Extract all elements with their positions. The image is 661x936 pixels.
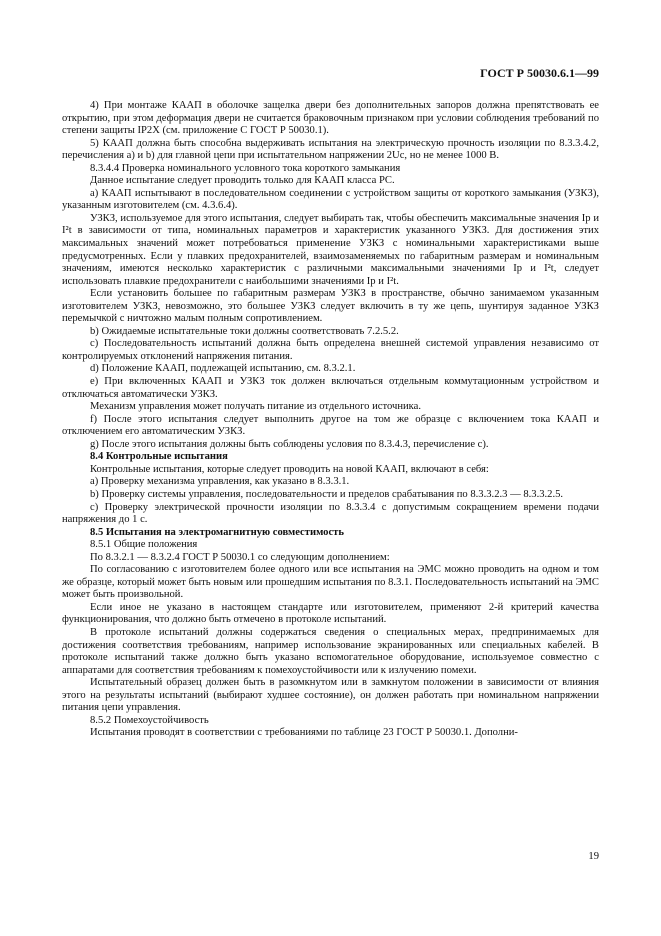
paragraph: 4) При монтаже КААП в оболочке защелка двери без дополнительных запоров должна препятствовать ее открытию, при этом деформация двери не считается браковочным признаком при условии соблюдения требований по степени защиты IP2X (см. приложение С ГОСТ Р 50030.1). [62, 100, 599, 137]
paragraph: В протоколе испытаний должны содержаться сведения о специальных мерах, предпринимаемых для достижения соответствия требованиям, например использование экранированных или специальных кабелей. В протоколе испытаний также должно быть указано вспомогательное оборудование, используемое совместно с аппаратами для соответствия требованиям к помехоустойчивости или к излучению помехи. [62, 626, 599, 676]
paragraph: c) Проверку электрической прочности изоляции по 8.3.3.4 с допустимым сокращением времени подачи напряжения до 1 с. [62, 501, 599, 526]
section-heading: 8.5.1 Общие положения [90, 539, 198, 551]
paragraph: f) После этого испытания следует выполнить другое на том же образце с включением тока КААП и отключением его автоматическим УЗКЗ. [62, 413, 599, 438]
section-heading: 8.5.2 Помехоустойчивость [90, 714, 209, 726]
paragraph: Испытательный образец должен быть в разомкнутом или в замкнутом положении в зависимости от влияния этого на результаты испытаний (выбирают худшее состояние), он должен работать при номинальном напряжении питания цепи управления. [62, 677, 599, 714]
paragraph: b) Ожидаемые испытательные токи должны соответствовать 7.2.5.2. [90, 325, 399, 337]
paragraph: a) КААП испытывают в последовательном соединении с устройством защиты от короткого замыкания (УЗКЗ), указанным изготовителем (см. 4.3.6.4). [62, 187, 599, 212]
document-body [62, 100, 599, 740]
paragraph: g) После этого испытания должны быть соблюдены условия по 8.3.4.3, перечисление c). [90, 438, 489, 450]
paragraph: Испытания проводят в соответствии с требованиями по таблице 23 ГОСТ Р 50030.1. Дополни- [90, 727, 518, 739]
paragraph: 5) КААП должна быть способна выдерживать испытания на электрическую прочность изоляции по 8.3.3.4.2, перечисления a) и b) для главной цепи при испытательном напряжении 2Uc, но не менее 1000 В. [62, 137, 599, 162]
paragraph: По согласованию с изготовителем более одного или все испытания на ЭМС можно проводить на одном и том же образце, который может быть новым или прошедшим испытания по 8.3.1. Последовательность испытаний на ЭМС может быть произвольной. [62, 564, 599, 601]
paragraph: c) Последовательность испытаний должна быть определена внешней системой управления независимо от контролируемых отклонений напряжения питания. [62, 338, 599, 362]
document-header: ГОСТ Р 50030.6.1—99 [480, 66, 599, 80]
paragraph: b) Проверку системы управления, последовательности и пределов срабатывания по 8.3.3.2.3 — 8.3.3.2.5. [90, 488, 564, 500]
section-heading: 8.3.4.4 Проверка номинального условного тока короткого замыкания [90, 162, 401, 174]
section-heading-bold: 8.4 Контрольные испытания [90, 451, 228, 463]
paragraph: Механизм управления может получать питание из отдельного источника. [90, 401, 422, 413]
section-heading-bold: 8.5 Испытания на электромагнитную совместимость [90, 526, 344, 538]
paragraph: a) Проверку механизма управления, как указано в 8.3.3.1. [90, 476, 350, 488]
paragraph: Если установить большее по габаритным размерам УЗКЗ в пространстве, обычно занимаемом указанным изготовителем УЗКЗ, невозможно, это большее УЗКЗ следует включить в ту же цепь, шунтируя заданное УЗКЗ перемычкой с ничтожно малым полным сопротивлением. [62, 288, 599, 325]
page-number: 19 [588, 851, 599, 862]
paragraph: Если иное не указано в настоящем стандарте или изготовителем, применяют 2-й критерий качества функционирования, что должно быть отмечено в протоколе испытаний. [62, 601, 599, 626]
paragraph: Контрольные испытания, которые следует проводить на новой КААП, включают в себя: [90, 463, 489, 475]
paragraph: УЗКЗ, используемое для этого испытания, следует выбирать так, чтобы обеспечить максимальные значения Ip и I²t в зависимости от типа, номинальных параметров и характеристик указанного УЗКЗ. Для достижения этих максимальных значений может потребоваться применение УЗКЗ с номинальными характеристиками выше предусмотренных. Если у плавких предохранителей, взаимозаменяемых по габаритным размерам и номинальным значениям, имеются несколько характеристик с различными максимальными значениями Ip и I²t, следует использовать плавкие предохранители с наибольшими значениями Ip и I²t. [62, 212, 599, 287]
paragraph: e) При включенных КААП и УЗКЗ ток должен включаться отдельным коммутационным устройством и отключаться автоматически УЗКЗ. [62, 376, 599, 400]
paragraph: Данное испытание следует проводить только для КААП класса PC. [90, 175, 395, 187]
paragraph: По 8.3.2.1 — 8.3.2.4 ГОСТ Р 50030.1 со следующим дополнением: [90, 551, 390, 563]
paragraph: d) Положение КААП, подлежащей испытанию, см. 8.3.2.1. [90, 363, 356, 375]
